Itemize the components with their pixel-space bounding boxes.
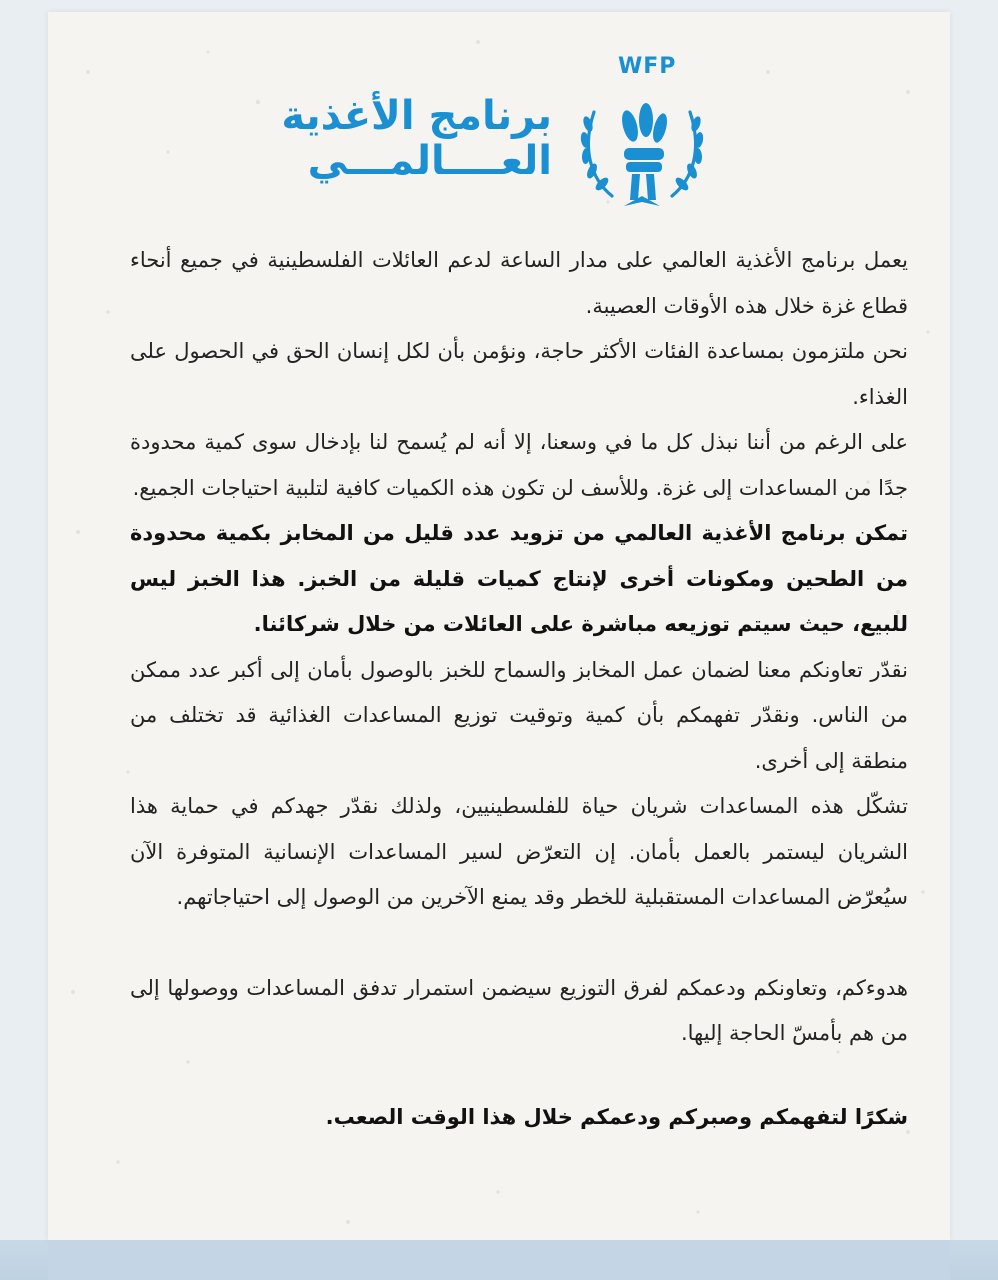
logo-name-line1: برنامج الأغذية [281,93,552,139]
paragraph-7: هدوءكم، وتعاونكم ودعمكم لفرق التوزيع سيضمن استمرار تدفق المساعدات ووصولها إلى من هم بأمسّ الحاجة إليها. [130,975,908,1045]
paragraph-1: يعمل برنامج الأغذية العالمي على مدار الساعة لدعم العائلات الفلسطينية في جميع أنحاء قطاع غزة خلال هذه الأوقات العصيبة. [130,248,908,318]
paragraph-4-highlight: تمكن برنامج الأغذية العالمي من تزويد عدد قليل من المخابز بكمية محدودة من الطحين ومكونات أخرى لإنتاج كميات قليلة من الخبز. هذا الخبز ليس للبيع، حيث سيتم توزيعه مباشرة على العائلات من خلال شركائنا. [130,521,908,636]
paragraph-5: نقدّر تعاونكم معنا لضمان عمل المخابز والسماح للخبز بالوصول بأمان إلى أكبر عدد ممكن من الناس. ونقدّر تفهمكم بأن كمية وتوقيت توزيع المساعدات الغذائية قد تختلف من منطقة إلى أخرى. [130,657,908,773]
spacer [130,1057,908,1095]
spacer [130,921,908,966]
wheat-wreath-emblem-icon [572,78,712,218]
paragraph-3: على الرغم من أننا نبذل كل ما في وسعنا، إلا أنه لم يُسمح لنا بإدخال سوى كمية محدودة جدًا من المساعدات إلى غزة. وللأسف لن تكون هذه الكميات كافية لتلبية احتياجات الجميع. [130,430,908,500]
wfp-logo [281,42,716,218]
logo-name-line2: العــــالمـــي [307,138,552,184]
letter-page [48,12,950,1240]
paragraph-2: نحن ملتزمون بمساعدة الفئات الأكثر حاجة، ونؤمن بأن لكل إنسان الحق في الحصول على الغذاء. [130,339,908,409]
letter-body [130,238,908,1140]
paragraph-6: تشكّل هذه المساعدات شريان حياة للفلسطينيين، ولذلك نقدّر جهدكم في حماية هذا الشريان ليستمر بالعمل بأمان. إن التعرّض لسير المساعدات الإنسانية المتوفرة الآن سيُعرّض المساعدات المستقبلية للخطر وقد يمنع الآخرين من الوصول إلى احتياجاتهم. [130,794,908,909]
closing-thanks: شكرًا لتفهمكم وصبركم ودعمكم خلال هذا الوقت الصعب. [325,1104,908,1129]
wfp-acronym: WFP [618,54,677,79]
wfp-arabic-name [281,94,552,184]
page-bottom-band [48,1240,950,1280]
